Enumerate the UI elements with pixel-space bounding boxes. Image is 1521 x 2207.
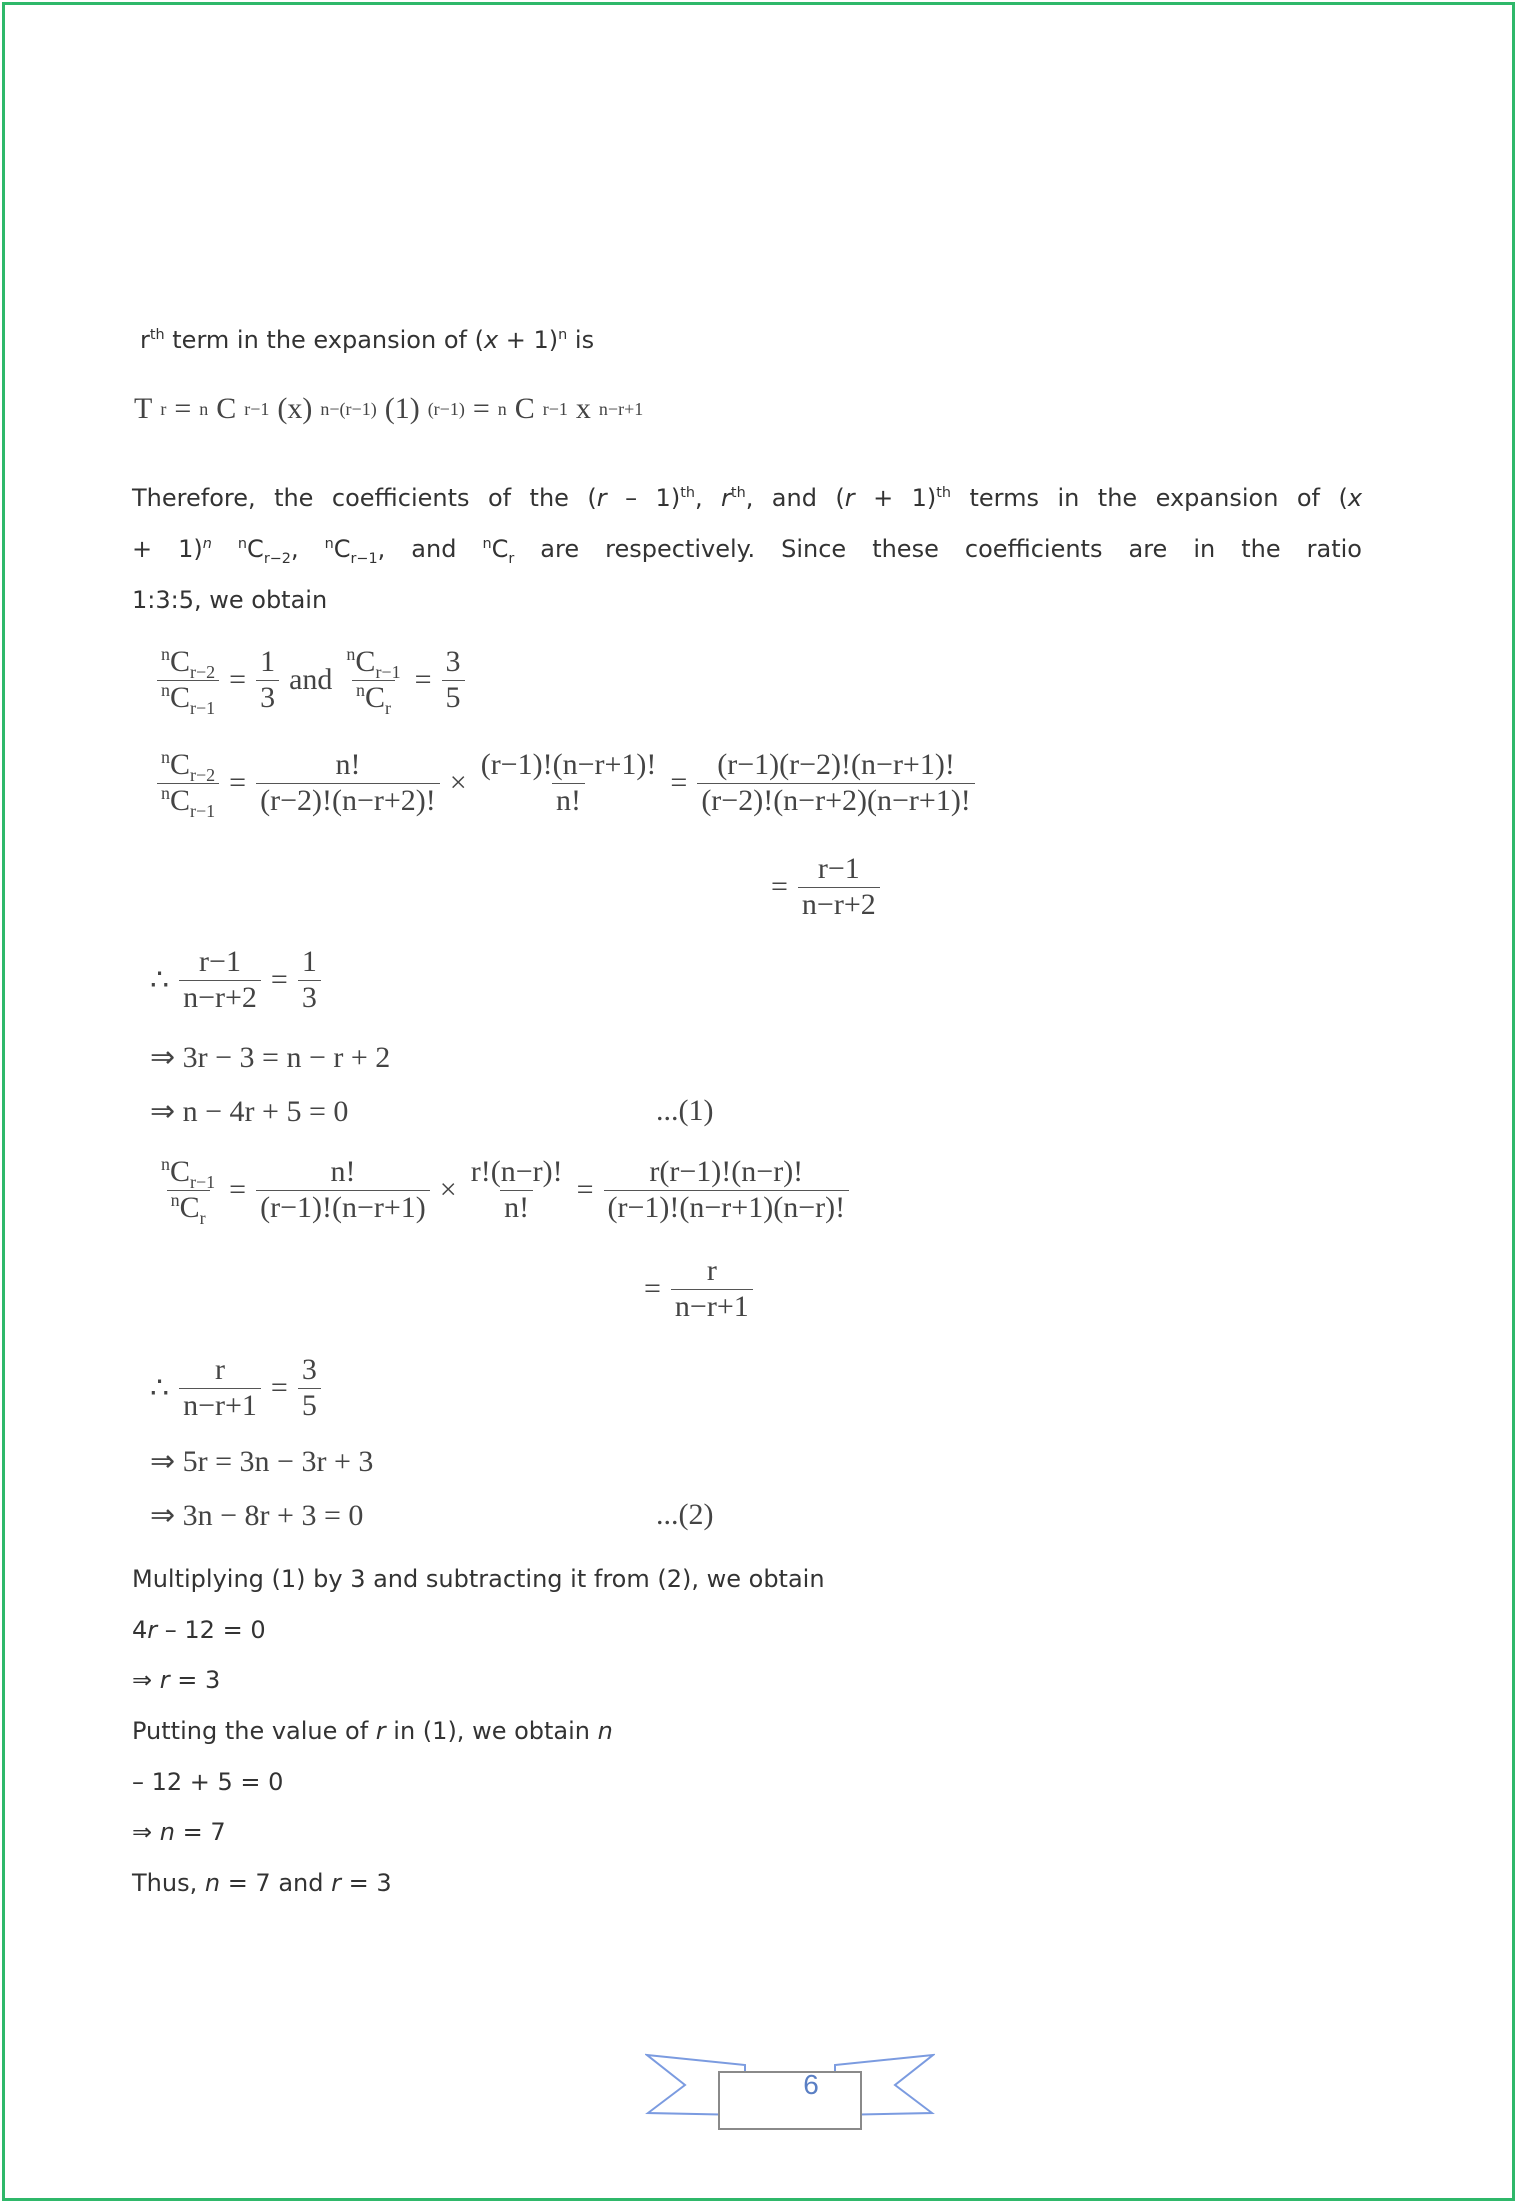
tr-formula: T r = n C r−1 (x) n−(r−1) (1) (r−1) = n C r−1 x n−r+1: [134, 392, 644, 425]
text-line: ⇒ n = 7: [132, 1818, 226, 1846]
page-number-ribbon: [645, 2045, 935, 2150]
equation-tag-1: ...(1): [656, 1094, 714, 1127]
paragraph-line-3: 1:3:5, we obtain: [132, 586, 328, 614]
fraction: $^nC_{r-2}$ $^nC_{r-1}$: [157, 645, 219, 715]
text-line: 4r – 12 = 0: [132, 1616, 266, 1644]
equation-e2: ⇒ n − 4r + 5 = 0: [150, 1095, 349, 1128]
fraction: $\frac{3}{5}$: [442, 645, 465, 715]
equation-j: ⇒ 5r = 3n − 3r + 3: [150, 1445, 374, 1478]
paragraph-line-2: + 1)$^n$ $^nC_{r-2}$, $^nC_{r-1}$, and $^nC_r$ are respectively. Since these coefficients are in the ratio: [132, 535, 1362, 567]
equation-b: $^nC_{r-2}$ $^nC_{r-1}$ = $\frac{n!}{(r-2)!(n-r+2)!}$ × $\frac{(r-1)!(n-r+1)!}{n!}$ = $\frac{(r-1)(r-2)!(n-r+1)!}{(r-2)!(n-r+2)(n-r+1)!}$: [155, 748, 977, 818]
ratio-equations: $^nC_{r-2}$ $^nC_{r-1}$ = $\frac{1}{3}$ and $^nC_{r-1}$ $^nC_r$ = $\frac{3}{5}$: [155, 645, 467, 715]
equation-e1: ⇒ 3r − 3 = n − r + 2: [150, 1041, 391, 1074]
fraction: $^nC_{r-1}$ $^nC_r$: [346, 644, 401, 718]
text-line: – 12 + 5 = 0: [132, 1768, 284, 1796]
text-line: Thus, n = 7 and r = 3: [132, 1869, 392, 1897]
text-line: Putting the value of r in (1), we obtain n: [132, 1717, 613, 1745]
equation-g-result: = $\frac{r}{n-r+1}$: [644, 1254, 755, 1324]
equation-i: ∴ $\frac{r}{n-r+1}$ = $\frac{3}{5}$: [150, 1353, 323, 1423]
page-number: 6: [803, 2069, 819, 2100]
text-line: ⇒ r = 3: [132, 1666, 221, 1694]
equation-b-result: = $\frac{r-1}{n-r+2}$: [771, 852, 882, 922]
equation-k: ⇒ 3n − 8r + 3 = 0: [150, 1499, 364, 1532]
equation-d: ∴ $\frac{r-1}{n-r+2}$ = $\frac{1}{3}$: [150, 945, 323, 1015]
intro-text: $r^{th}$ term in the expansion of $(x + 1)^n$ is: [140, 326, 595, 354]
equation-tag-2: ...(2): [656, 1498, 714, 1531]
fraction: $\frac{1}{3}$: [256, 645, 279, 715]
equation-g: $^nC_{r-1}$ $^nC_r$ = $\frac{n!}{(r-1)!(n-r+1)}$ × $\frac{r!(n-r)!}{n!}$ = $\frac{r(r-1)!(n-r)!}{(r-1)!(n-r+1)(n-r)!}$: [155, 1155, 851, 1225]
paragraph-line-1: Therefore, the coefficients of the (r – 1)$^{th}$, $r^{th}$, and $(r + 1)^{th}$ terms in the expansion of (x: [132, 484, 1363, 512]
text-line: Multiplying (1) by 3 and subtracting it from (2), we obtain: [132, 1565, 825, 1593]
